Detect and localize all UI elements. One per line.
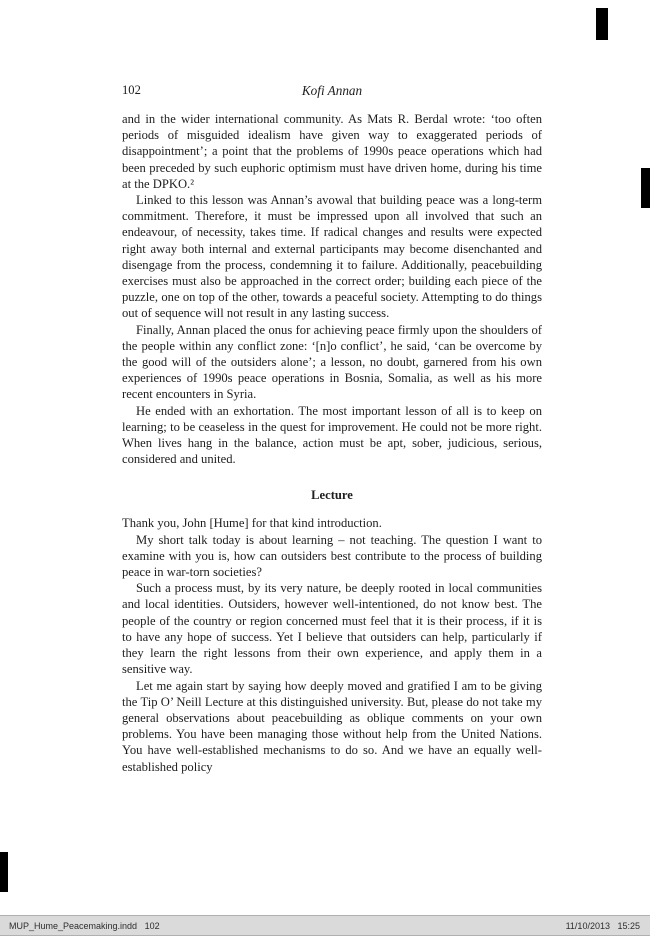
crop-mark-top-right xyxy=(596,8,608,40)
body-paragraph: Finally, Annan placed the onus for achieving peace firmly upon the shoulders of the people within any conflict zone: ‘[n]o conflict’, he said, ‘can be overcome by the good will of the outsiders alone’; a lesson, no doubt, garnered from his own experiences of 1990s peace operations in Bosnia, Somalia, as well as his more recent encounters in Syria. xyxy=(122,322,542,402)
lecture-paragraph: Thank you, John [Hume] for that kind introduction. xyxy=(122,516,382,531)
footer-timestamp: 11/10/2013 15:25 xyxy=(565,920,640,931)
crop-mark-right-edge xyxy=(641,168,650,208)
body-text xyxy=(122,111,542,775)
proof-footer-bar xyxy=(0,915,650,936)
lecture-paragraph: Such a process must, by its very nature, be deeply rooted in local communities and local identities. Outsiders, however well-intentioned, do not know best. The people of the country or region concerned must feel that it is their process, if it is to have any hope of success. Yet I believe that outsiders can help, particularly if they learn the right lessons from their own experience, and apply them in a sensitive way. xyxy=(122,581,542,677)
lecture-paragraph: My short talk today is about learning – not teaching. The question I want to examine with you is, how can outsiders best contribute to the process of building peace in war-torn societies? xyxy=(122,532,542,580)
section-heading-lecture: Lecture xyxy=(311,488,353,503)
running-head-title: Kofi Annan xyxy=(301,83,363,98)
crop-mark-bottom-left xyxy=(0,852,8,892)
running-header xyxy=(122,82,542,99)
page-number: 102 xyxy=(122,83,141,97)
footer-file-info: MUP_Hume_Peacemaking.indd 102 xyxy=(9,920,160,931)
body-paragraph: Linked to this lesson was Annan’s avowal that building peace was a long-term commitment. Therefore, it must be impressed upon all involved that such an endeavour, of necessity, takes time. If radical changes and results were expected right away both internal and external participants may become disenchanted and disengage from the process, condemning it to failure. Additionally, peacebuilding exercises must also be approached in the correct order; building each piece of the puzzle, one on top of the other, towards a peaceful society. Attempting to do things out of sequence will not result in any lasting success. xyxy=(122,193,542,321)
body-paragraph: and in the wider international community. As Mats R. Berdal wrote: ‘too often periods of misguided idealism have given way to exaggerated periods of disappointment’; a point that the problems of 1990s peace operations which had been preceded by such euphoric optimism must have driven home, during his time at the DPKO.² xyxy=(122,112,542,191)
text-block xyxy=(122,82,542,775)
lecture-paragraph: Let me again start by saying how deeply moved and gratified I am to be giving the Tip O’ Neill Lecture at this distinguished university. But, please do not take my general observations about peacebuilding as oblique comments on your own problems. You have been managing those without help from the United Nations. You have well-established mechanisms to do so. And we have an equally well-established policy xyxy=(122,678,542,774)
body-paragraph: He ended with an exhortation. The most important lesson of all is to keep on learning; to be ceaseless in the quest for improvement. He could not be more right. When lives hang in the balance, action must be apt, sober, judicious, serious, considered and united. xyxy=(122,403,542,467)
